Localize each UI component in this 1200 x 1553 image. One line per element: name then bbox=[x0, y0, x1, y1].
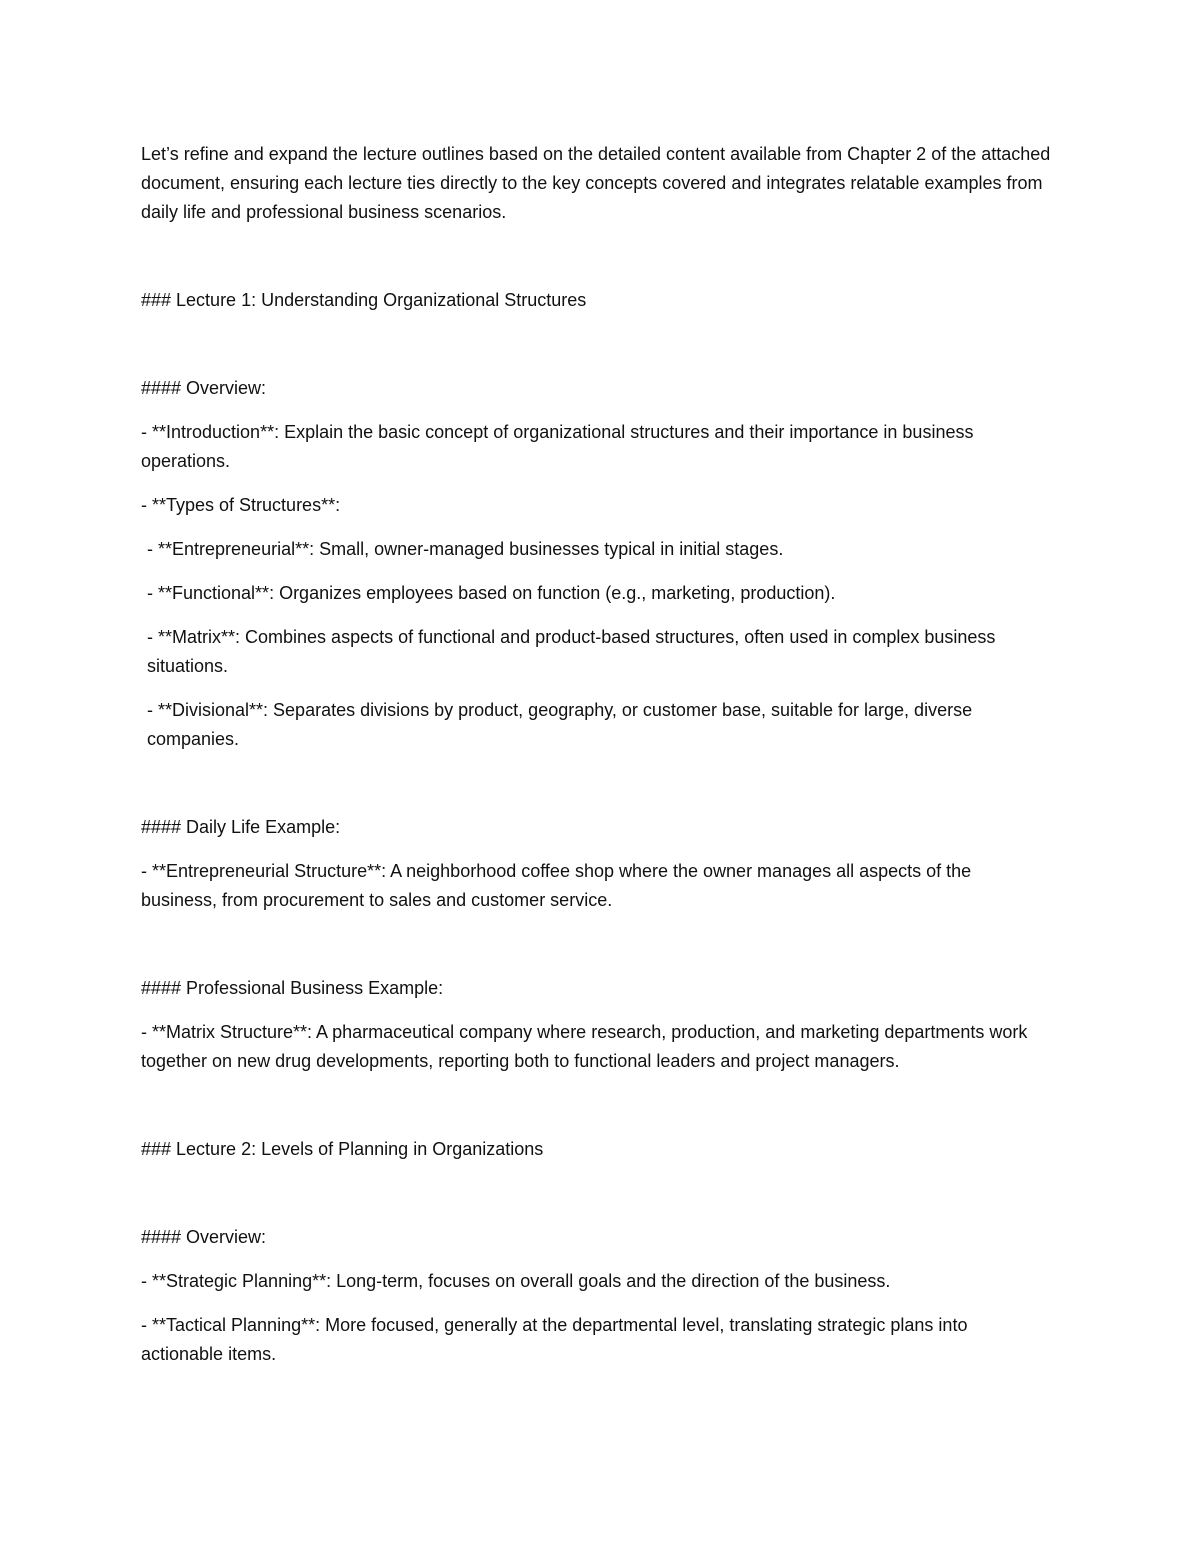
entrepreneurial-item: - **Entrepreneurial**: Small, owner-managed businesses typical in initial stages. bbox=[147, 539, 784, 559]
strategic-item: - **Strategic Planning**: Long-term, focuses on overall goals and the direction of the business. bbox=[141, 1271, 891, 1291]
functional-item: - **Functional**: Organizes employees based on function (e.g., marketing, production). bbox=[147, 583, 836, 603]
types-item: - **Types of Structures**: bbox=[141, 495, 341, 515]
lecture1-heading: ### Lecture 1: Understanding Organizational Structures bbox=[141, 290, 587, 310]
matrix-item: - **Matrix**: Combines aspects of functional and product-based structures, often used in complex business situations. bbox=[147, 627, 996, 676]
overview-heading-2: #### Overview: bbox=[141, 1227, 267, 1247]
lecture2-heading: ### Lecture 2: Levels of Planning in Organizations bbox=[141, 1139, 544, 1159]
daily-life-item: - **Entrepreneurial Structure**: A neighborhood coffee shop where the owner manages all aspects of the business, from procurement to sales and customer service. bbox=[141, 861, 972, 910]
professional-heading: #### Professional Business Example: bbox=[141, 978, 444, 998]
divisional-item: - **Divisional**: Separates divisions by product, geography, or customer base, suitable for large, diverse companies. bbox=[147, 700, 973, 749]
tactical-item: - **Tactical Planning**: More focused, generally at the departmental level, translating strategic plans into actionable items. bbox=[141, 1315, 968, 1364]
daily-life-heading: #### Daily Life Example: bbox=[141, 817, 341, 837]
introduction-item: - **Introduction**: Explain the basic concept of organizational structures and their importance in business operations. bbox=[141, 422, 974, 471]
document-body bbox=[141, 140, 1051, 1369]
overview-heading-1: #### Overview: bbox=[141, 378, 267, 398]
intro-paragraph: Let’s refine and expand the lecture outlines based on the detailed content available from Chapter 2 of the attached document, ensuring each lecture ties directly to the key concepts covered and integrates relatable examples from daily life and professional business scenarios. bbox=[141, 144, 1051, 222]
professional-item: - **Matrix Structure**: A pharmaceutical company where research, production, and marketing departments work together on new drug developments, reporting both to functional leaders and project managers. bbox=[141, 1022, 1028, 1071]
